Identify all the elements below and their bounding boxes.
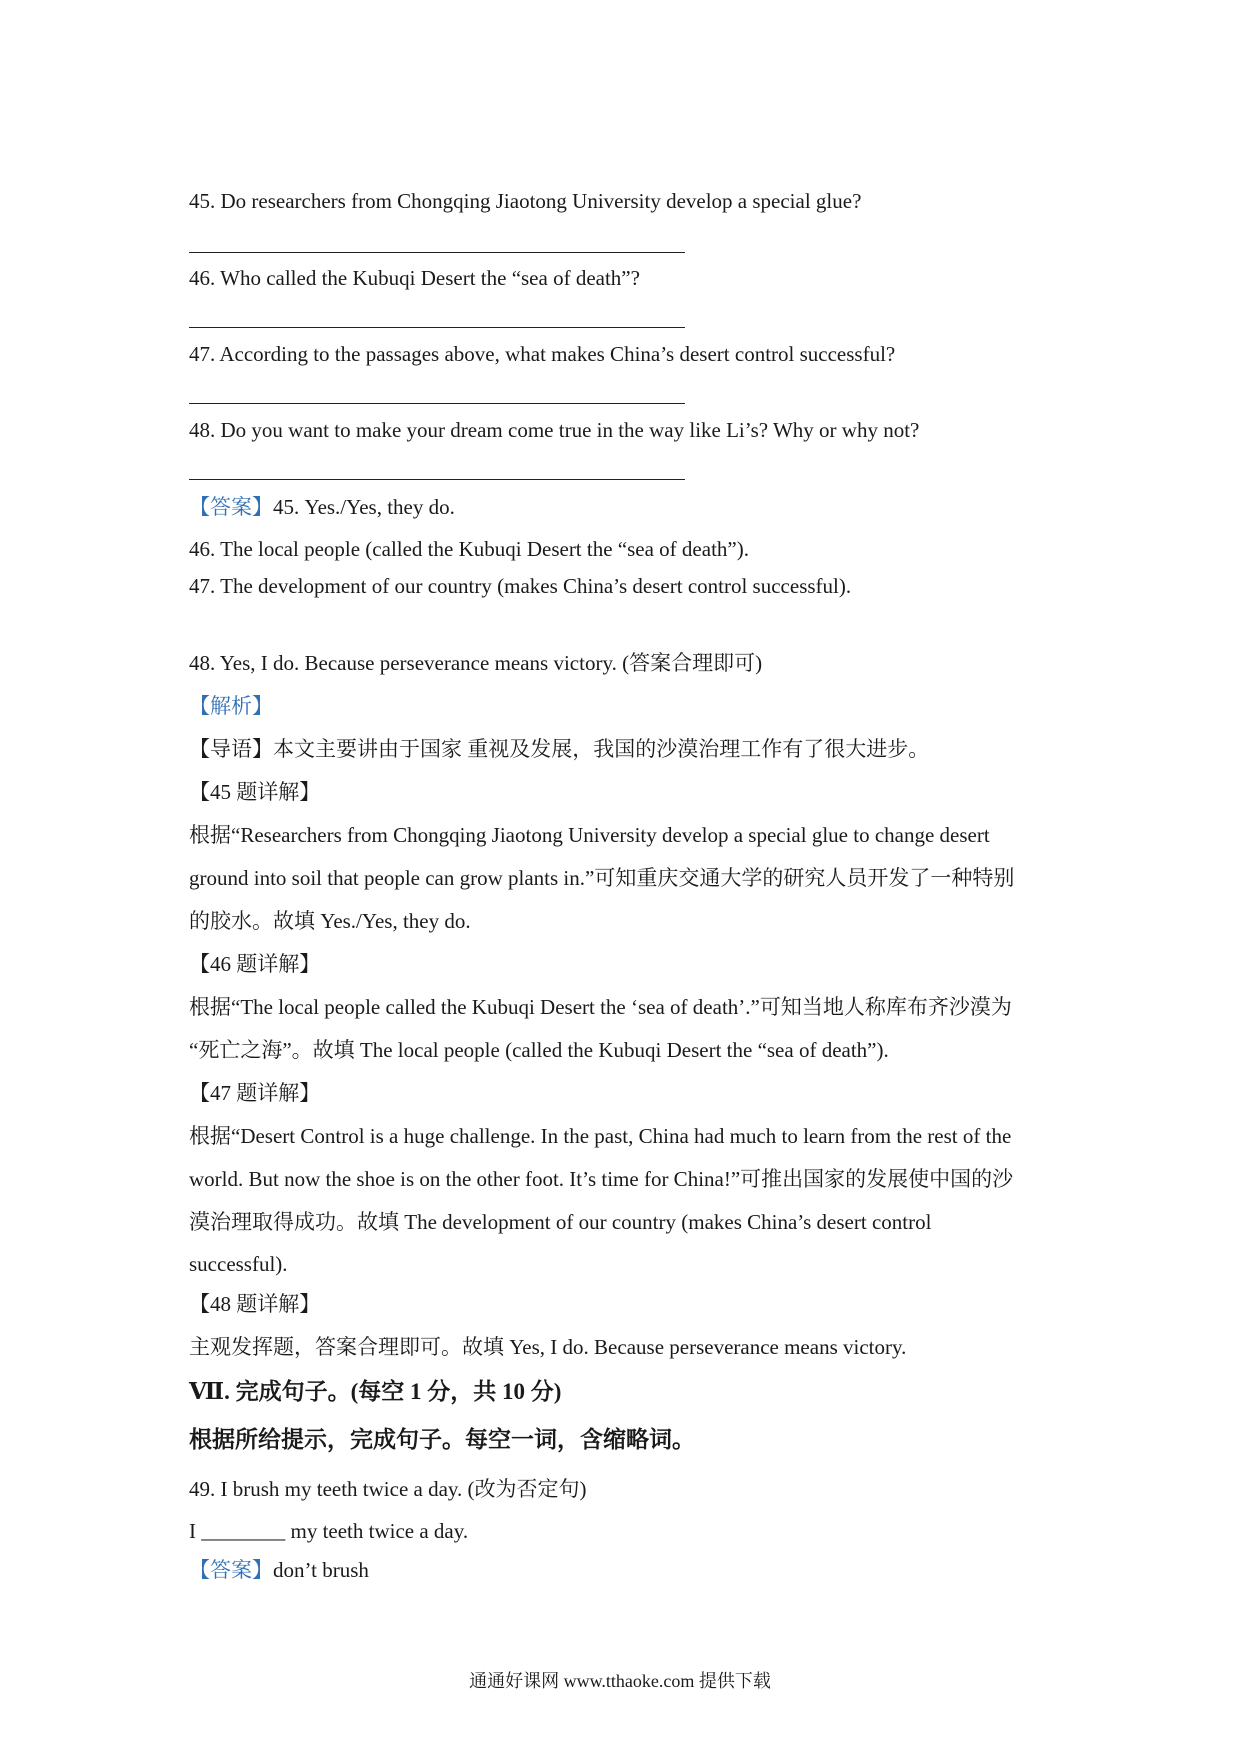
detail-45-title: 【45 题详解】: [189, 780, 321, 804]
question-46: 46. Who called the Kubuqi Desert the “sea of death”?: [189, 266, 640, 290]
answer-blank-48: [189, 479, 685, 480]
answer-49: don’t brush: [273, 1558, 369, 1582]
analysis-tag: 【解析】: [189, 694, 273, 718]
answer-blank-45: [189, 252, 685, 253]
detail-47-line: 漠治理取得成功。故填 The development of our country (makes China’s desert control: [189, 1210, 932, 1234]
detail-47-line: world. But now the shoe is on the other foot. It’s time for China!”可推出国家的发展使中国的沙: [189, 1167, 1014, 1191]
detail-45-line: 根据“Researchers from Chongqing Jiaotong University develop a special glue to change desert: [189, 823, 990, 847]
detail-46-line: 根据“The local people called the Kubuqi Desert the ‘sea of death’.”可知当地人称库布齐沙漠为: [189, 995, 1012, 1019]
question-49: 49. I brush my teeth twice a day. (改为否定句): [189, 1477, 587, 1501]
question-47: 47. According to the passages above, what makes China’s desert control successful?: [189, 342, 896, 366]
detail-46-line: “死亡之海”。故填 The local people (called the Kubuqi Desert the “sea of death”).: [189, 1038, 889, 1062]
answer-line-49: [189, 1556, 369, 1584]
detail-45-line: 的胶水。故填 Yes./Yes, they do.: [189, 909, 471, 933]
page-footer: 通通好课网 www.tthaoke.com 提供下载: [469, 1671, 771, 1691]
analysis-intro: 【导语】本文主要讲由于国家 重视及发展，我国的沙漠治理工作有了很大进步。: [189, 737, 930, 761]
detail-47-title: 【47 题详解】: [189, 1081, 321, 1105]
detail-48-title: 【48 题详解】: [189, 1292, 321, 1316]
question-49-sentence: I ________ my teeth twice a day.: [189, 1519, 469, 1543]
answer-blank-46: [189, 327, 685, 328]
answer-45: 45. Yes./Yes, they do.: [273, 495, 455, 519]
answer-46: 46. The local people (called the Kubuqi Desert the “sea of death”).: [189, 537, 749, 561]
answer-tag: 【答案】: [189, 1558, 273, 1582]
answer-blank-47: [189, 403, 685, 404]
answer-tag: 【答案】: [189, 495, 273, 519]
detail-45-line: ground into soil that people can grow plants in.”可知重庆交通大学的研究人员开发了一种特别: [189, 866, 1015, 890]
detail-47-line: 根据“Desert Control is a huge challenge. In the past, China had much to learn from the rest of the: [189, 1124, 1012, 1148]
section-7-heading: Ⅶ. 完成句子。(每空 1 分，共 10 分): [189, 1379, 562, 1404]
answer-line-45: [189, 493, 455, 521]
detail-46-title: 【46 题详解】: [189, 952, 321, 976]
question-48: 48. Do you want to make your dream come true in the way like Li’s? Why or why not?: [189, 418, 920, 442]
detail-48-line: 主观发挥题，答案合理即可。故填 Yes, I do. Because perseverance means victory.: [189, 1335, 907, 1359]
question-45: 45. Do researchers from Chongqing Jiaotong University develop a special glue?: [189, 189, 862, 213]
detail-47-line: successful).: [189, 1252, 288, 1276]
answer-47: 47. The development of our country (makes China’s desert control successful).: [189, 574, 852, 598]
answer-48: 48. Yes, I do. Because perseverance means victory. (答案合理即可): [189, 651, 763, 675]
section-7-instruction: 根据所给提示，完成句子。每空一词，含缩略词。: [189, 1427, 695, 1452]
